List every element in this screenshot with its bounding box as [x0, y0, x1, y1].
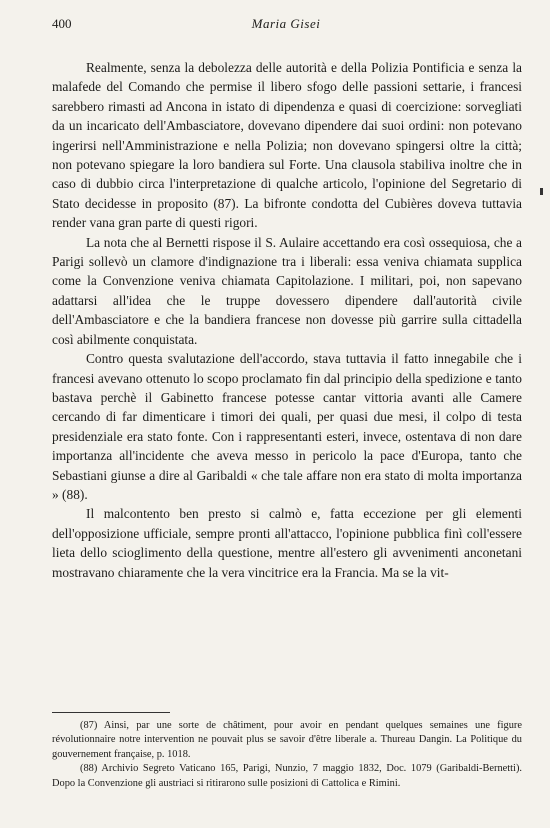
footnote: (87) Ainsi, par une sorte de châtiment, pour avoir en pendant quelques semaines une figure révolutionnaire notre intervention ne pouvait plus se savoir d'être liberale a. Thureau Dangin. La Politique du gouvernement française, p. 1018. — [52, 720, 522, 760]
page-number: 400 — [52, 16, 72, 31]
paragraph: Contro questa svalutazione dell'accordo, stava tuttavia il fatto innegabile che i francesi avevano ottenuto lo scopo proclamato fin dal principio della spedizione e tanto bastava perchè il Gabinetto francese potesse cantar vittoria avanti alle Camere cercando di far dimenticare i timori dei quali, per quasi due mesi, il colpo di testa presidenziale era stato fonte. Con i rappresentanti esteri, invece, ostentava di non dare importanza all'incidente che aveva messo in pericolo la pace d'Europa, tanto che Sebastiani giunse a dire al Garibaldi « che tale affare non era stato di molta importanza » (88). — [52, 351, 522, 502]
footnote: (88) Archivio Segreto Vaticano 165, Parigi, Nunzio, 7 maggio 1832, Doc. 1079 (Garibaldi-Bernetti). Dopo la Convenzione gli austriaci si ritirarono sulle posizioni di Cattolica e Rimini. — [52, 763, 522, 789]
footnotes — [52, 719, 522, 791]
margin-mark — [540, 188, 543, 195]
body-text — [52, 58, 522, 582]
paragraph: Il malcontento ben presto si calmò e, fatta eccezione per gli elementi dell'opposizione ufficiale, sempre pronti all'attacco, l'opinione pubblica finì coll'essere lieta dello scioglimento della questione, mentre all'estero gli avvenimenti anconetani mostravano chiaramente che la vera vincitrice era la Francia. Ma se la vit- — [52, 506, 522, 580]
footnote-rule — [52, 712, 170, 713]
paragraph: La nota che al Bernetti rispose il S. Aulaire accettando era così ossequiosa, che a Parigi sollevò un clamore d'indignazione tra i liberali: essa veniva chiamata supplica come la Convenzione veniva chiamata Capitolazione. I militari, poi, non sapevano adattarsi all'idea che le truppe dovessero dipendere dall'autorità civile dell'Ambasciatore e che la bandiera francese non dovesse più garrire sulla cittadella così abilmente conquistata. — [52, 234, 522, 347]
page-header — [52, 16, 520, 36]
paragraph: Realmente, senza la debolezza delle autorità e della Polizia Pontificia e senza la malafede del Comando che permise il libero sfogo delle passioni settarie, i francesi sarebbero rimasti ad Ancona in istato di dipendenza e quasi di coercizione: sorvegliati da un incaricato dell'Ambasciatore, dovevano dipendere dai suoi ordini: non potevano ingerirsi nell'Amministrazione e nella Polizia; non dovevano spingersi oltre la città; non potevano spiegare la loro bandiera sul Forte. Una clausola stabiliva inoltre che in caso di dubbio circa l'interpretazione di qualche articolo, l'opinione del Segretario di Stato decidesse in proposito (87). La bifronte condotta del Cubières doveva tuttavia render vana gran parte di questi rigori. — [52, 60, 522, 231]
running-title: Maria Gisei — [251, 16, 321, 31]
